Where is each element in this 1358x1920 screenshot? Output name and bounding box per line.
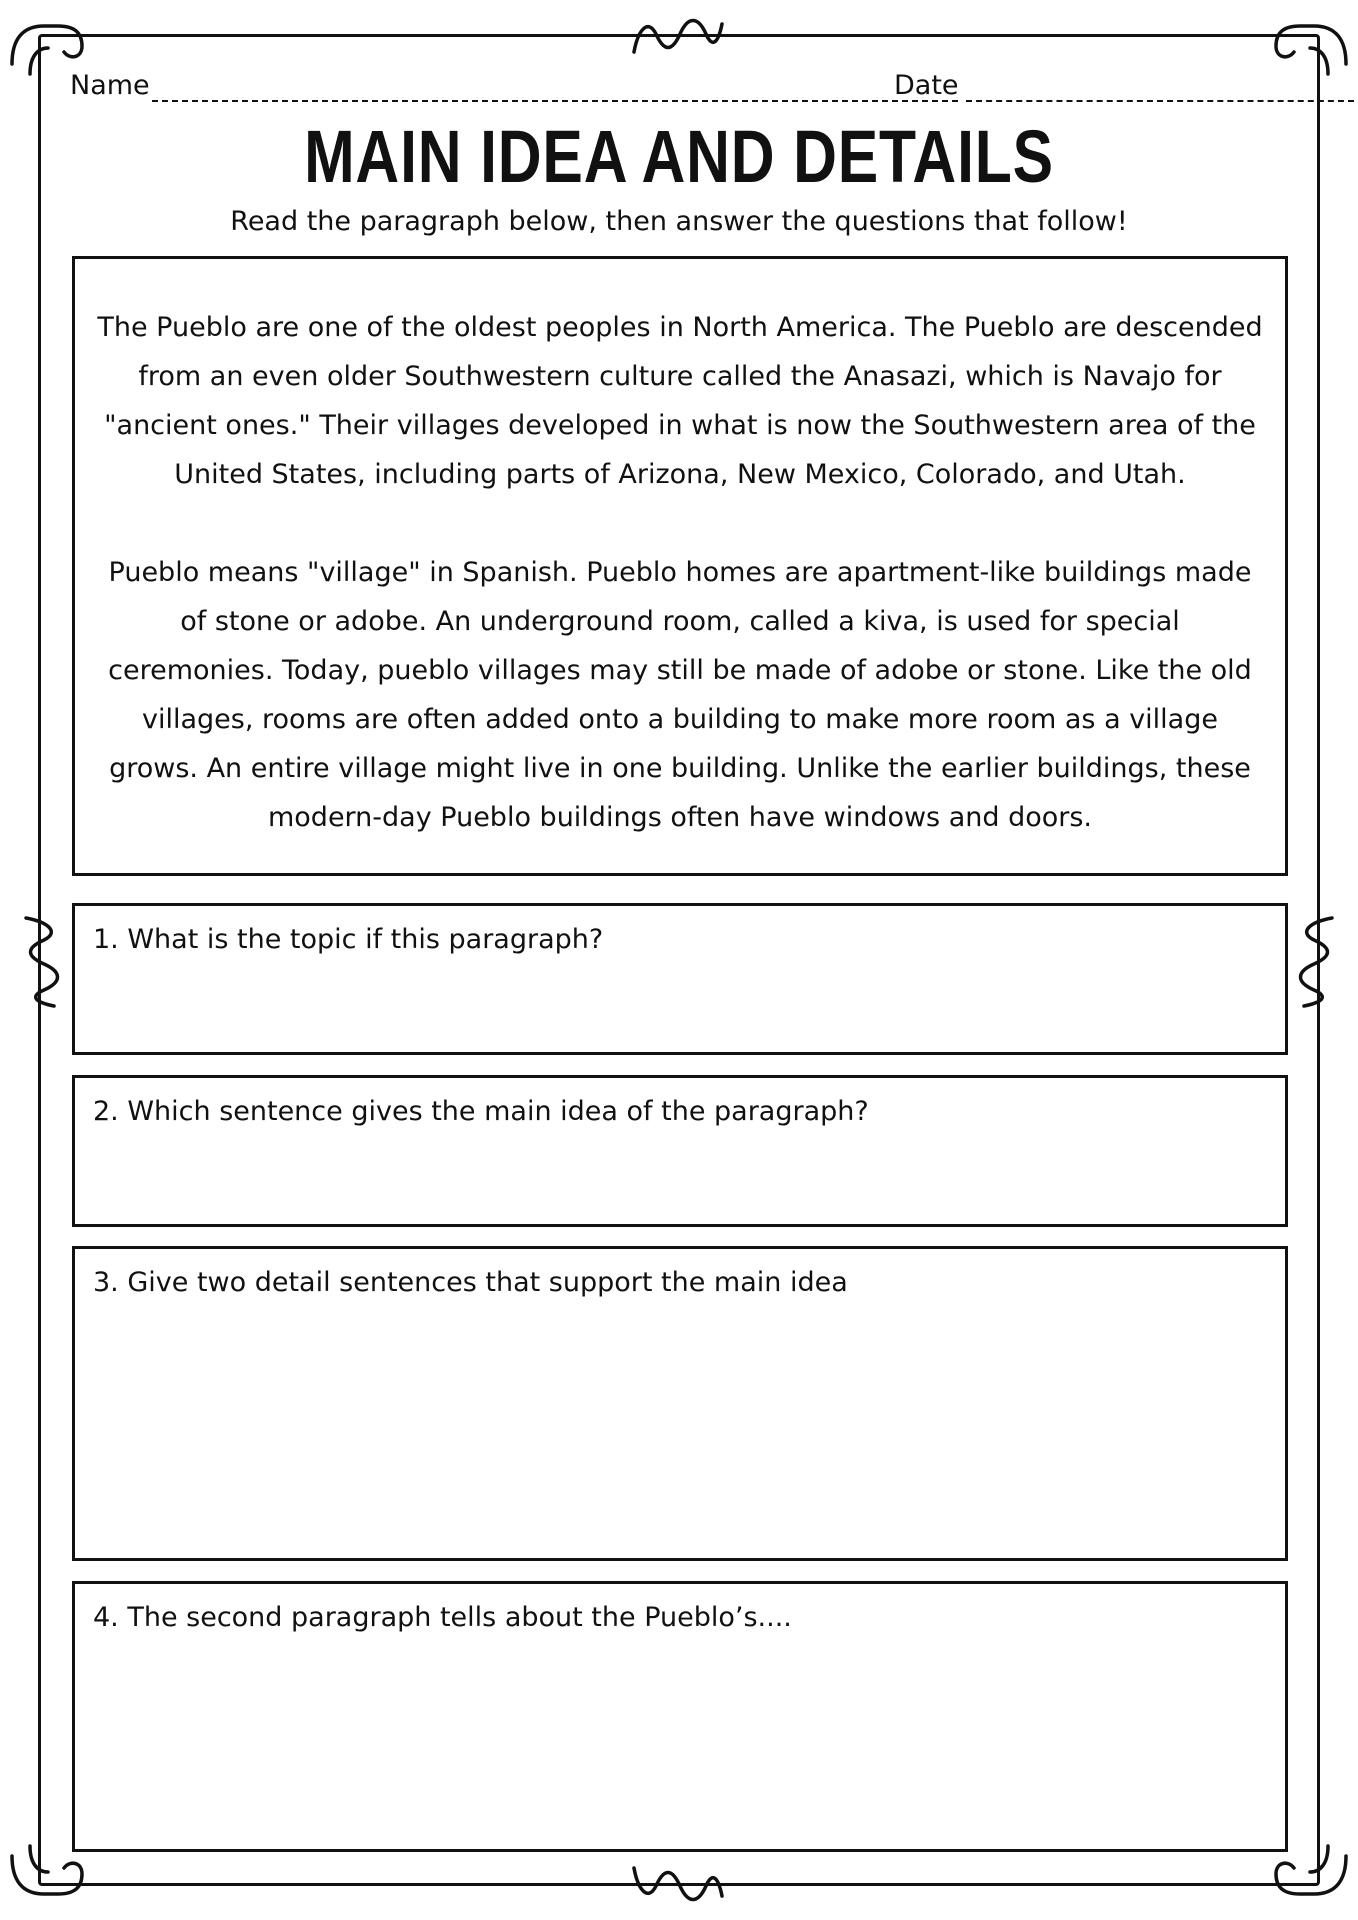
corner-curl-top-right: [1276, 26, 1346, 64]
name-label: Name: [70, 70, 150, 101]
corner-curl-bottom-right-vertical: [1310, 1846, 1328, 1872]
question-1-prompt: 1. What is the topic if this paragraph?: [93, 924, 604, 955]
date-label: Date: [894, 70, 959, 101]
corner-curl-top-left: [12, 26, 82, 64]
name-date-header: [70, 66, 1288, 106]
reading-passage: [72, 256, 1288, 876]
passage-paragraph-1: The Pueblo are one of the oldest peoples in North America. The Pueblo are descended from an even older Southwestern culture called the Anasazi, which is Navajo for "ancient ones." Their villages developed in what is now the Southwestern area of the United States, including parts of Arizona, New Mexico, Colorado, and Utah.: [97, 312, 1263, 490]
question-1-answer-box[interactable]: [72, 903, 1288, 1055]
corner-curl-top-right-vertical: [1310, 48, 1328, 74]
question-4-answer-box[interactable]: [72, 1581, 1288, 1852]
page-title: MAIN IDEA AND DETAILS: [304, 115, 1054, 198]
question-3-answer-box[interactable]: [72, 1246, 1288, 1561]
question-4-prompt: 4. The second paragraph tells about the Pueblo’s....: [93, 1602, 792, 1633]
question-3-prompt: 3. Give two detail sentences that support the main idea: [93, 1267, 848, 1298]
wave-top: [634, 21, 722, 53]
wave-right: [1301, 918, 1333, 1006]
question-2-prompt: 2. Which sentence gives the main idea of the paragraph?: [93, 1096, 869, 1127]
corner-curl-bottom-right: [1276, 1856, 1346, 1894]
wave-bottom: [634, 1868, 722, 1900]
date-write-line[interactable]: [966, 100, 1354, 102]
corner-curl-bottom-left-vertical: [30, 1846, 48, 1872]
name-write-line[interactable]: [152, 100, 958, 102]
corner-curl-bottom-left: [12, 1856, 82, 1894]
corner-curl-top-left-vertical: [30, 48, 48, 74]
instructions: Read the paragraph below, then answer the questions that follow!: [230, 206, 1128, 237]
wave-left: [26, 918, 58, 1006]
passage-paragraph-2: Pueblo means "village" in Spanish. Pueblo homes are apartment-like buildings made of stone or adobe. An underground room, called a kiva, is used for special ceremonies. Today, pueblo villages may still be made of adobe or stone. Like the old villages, rooms are often added onto a building to make more room as a village grows. An entire village might live in one building. Unlike the earlier buildings, these modern-day Pueblo buildings often have windows and doors.: [108, 557, 1252, 833]
question-2-answer-box[interactable]: [72, 1075, 1288, 1227]
